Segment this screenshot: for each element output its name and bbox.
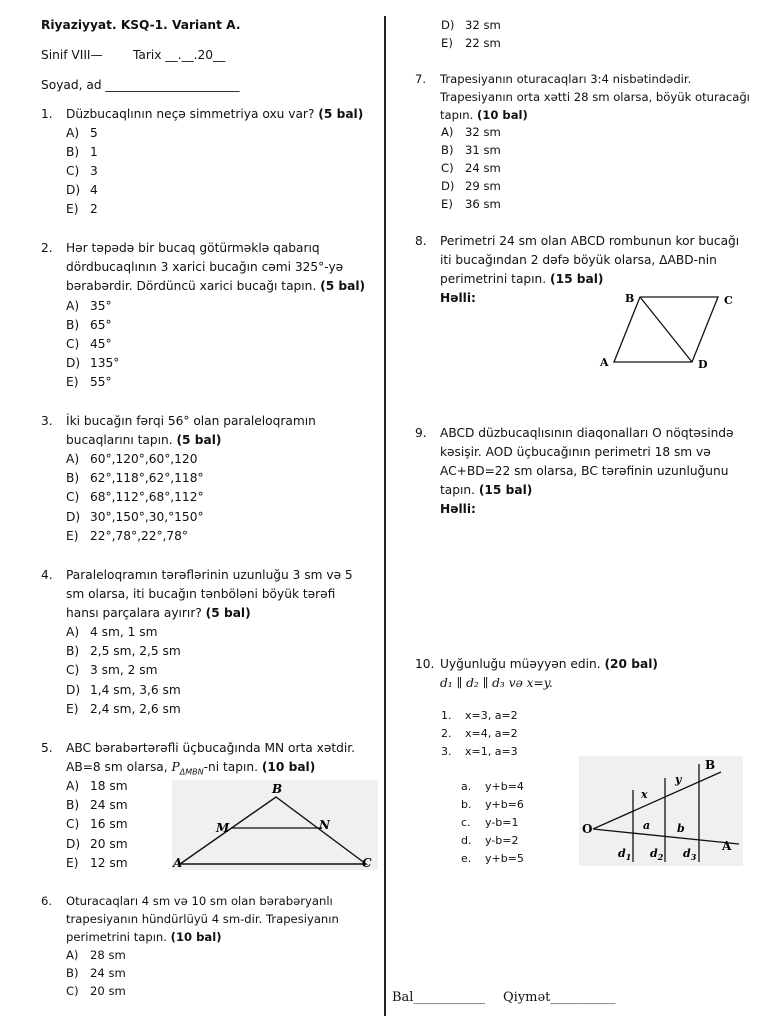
option-a[interactable]: A) 5 [66,126,98,140]
question-number: 7. [415,72,427,86]
option-a[interactable]: A) 32 sm [441,125,501,139]
question-points: (5 bal) [176,433,222,447]
worksheet-title: Riyaziyyat. KSQ-1. Variant A. [41,18,241,32]
option-d[interactable]: D) 20 sm [66,837,128,851]
point-label-b: B [705,758,716,772]
option-a[interactable]: A) 35° [66,299,112,313]
option-c[interactable]: C) 68°,112°,68°,112° [66,490,204,504]
solution-label: Həlli: [440,502,476,516]
question-7 [415,70,760,124]
triangle-figure [172,780,378,870]
question-text-line: sm olarsa, iti bucağın tənböləni böyük tərəfi [66,587,336,601]
option-d[interactable]: D) 1,4 sm, 3,6 sm [66,683,181,697]
question-text-line: Paraleloqramın tərəflərinin uzunluğu 3 sm və 5 [66,568,353,582]
option-d[interactable]: D) 32 sm [441,18,501,32]
question-text-line: AC+BD=22 sm olarsa, BC tərəfinin uzunluğunu [440,464,729,478]
question-text-line: bucaqlarını tapın. [66,433,173,447]
vertex-label-a: A [173,856,183,870]
match-answer-c[interactable]: c. y-b=1 [461,816,519,829]
question-points: (10 bal) [476,108,528,122]
question-points: (10 bal) [170,930,222,944]
question-9 [415,424,760,519]
question-text-line: perimetrini tapın. [440,272,547,286]
segment-label-x: x [641,788,648,801]
option-a[interactable]: A) 18 sm [66,779,128,793]
question-number: 4. [41,568,53,582]
option-e[interactable]: E) 22 sm [441,36,501,50]
segment-label-b: b [677,822,685,835]
perimeter-symbol: P [171,760,180,774]
question-text-line: hansı parçalara ayırır? [66,606,202,620]
option-d[interactable]: D) 135° [66,356,120,370]
option-d[interactable]: D) 29 sm [441,179,501,193]
match-answer-b[interactable]: b. y+b=6 [461,798,524,811]
option-b[interactable]: B) 65° [66,318,112,332]
option-e[interactable]: E) 2,4 sm, 2,6 sm [66,702,181,716]
option-c[interactable]: C) 24 sm [441,161,501,175]
point-label-a: A [722,839,732,853]
question-points: (5 bal) [320,279,366,293]
grade-field[interactable]: Qiymət__________ [503,990,616,1005]
score-field[interactable]: Bal___________ [392,990,485,1005]
match-item-1: 1. x=3, a=2 [441,709,518,722]
question-points: (15 bal) [550,272,604,286]
question-text-line: ABCD düzbucaqlısının diaqonalları O nöqtəsində [440,426,734,440]
question-points: (5 bal) [205,606,251,620]
question-text-line: perimetrini tapın. [66,930,167,944]
option-c[interactable]: C) 45° [66,337,112,351]
question-number: 8. [415,234,427,248]
point-label-o: O [582,822,593,836]
option-c[interactable]: C) 3 [66,164,98,178]
line-label-d2: $d_2$ [650,847,664,862]
option-e[interactable]: E) 2 [66,202,98,216]
option-b[interactable]: B) 24 sm [66,966,126,980]
vertex-label-a: A [600,356,609,369]
vertex-label-b: B [625,292,635,305]
vertex-label-b: B [272,782,283,796]
vertex-label-c: C [724,294,733,307]
question-text-line: Uyğunluğu müəyyən edin. [440,657,601,671]
question-number: 10. [415,657,435,671]
option-e[interactable]: E) 36 sm [441,197,501,211]
question-text-line: Oturacaqları 4 sm və 10 sm olan bərabəryanlı [66,894,333,908]
option-b[interactable]: B) 31 sm [441,143,501,157]
option-e[interactable]: E) 55° [66,375,112,389]
question-text-line: trapesiyanın hündürlüyü 4 sm-dir. Trapesiyanın [66,912,339,926]
option-a[interactable]: A) 28 sm [66,948,126,962]
question-points: (10 bal) [261,760,316,774]
question-number: 5. [41,741,53,755]
question-4 [41,566,376,623]
match-item-3: 3. x=1, a=3 [441,745,518,758]
question-3 [41,412,376,450]
option-d[interactable]: D) 4 [66,183,98,197]
question-2 [41,239,376,296]
question-text-line: tapın. [440,108,474,122]
option-a[interactable]: A) 4 sm, 1 sm [66,625,158,639]
question-text-line: AB=8 sm olarsa, [66,760,172,774]
question-text-line: Perimetri 24 sm olan ABCD rombunun kor bucağı [440,234,740,248]
match-answer-a[interactable]: a. y+b=4 [461,780,524,793]
line-label-d3: $d_3$ [683,847,697,862]
parallel-condition: d₁ ∥ d₂ ∥ d₃ və x=y. [440,676,553,690]
question-text-line: Trapesiyanın orta xətti 28 sm olarsa, böyük oturacağı [440,90,750,104]
solution-label: Həlli: [440,291,476,305]
question-6 [41,892,381,946]
question-text-line: kəsişir. AOD üçbucağının perimetri 18 sm və [440,445,711,459]
question-text-line: dördbucaqlının 3 xarici bucağın cəmi 325°-yə [66,260,344,274]
question-points: (15 bal) [478,483,533,497]
option-d[interactable]: D) 30°,150°,30,°150° [66,510,204,524]
question-number: 1. [41,107,53,121]
point-label-m: M [216,821,230,835]
question-1 [41,105,371,124]
parallel-lines-figure [579,756,743,866]
point-label-n: N [319,818,330,832]
vertex-label-c: C [362,856,372,870]
segment-label-y: y [675,773,682,786]
option-c[interactable]: C) 20 sm [66,984,126,998]
question-text-line: iti bucağından 2 dəfə böyük olarsa, ΔABD-nin [440,253,717,267]
rhombus-figure [598,290,748,372]
segment-label-a: a [643,819,651,832]
option-e[interactable]: E) 22°,78°,22°,78° [66,529,189,543]
question-points: (5 bal) [318,107,364,121]
question-points: (20 bal) [604,657,658,671]
question-text-line: bərabərdir. Dördüncü xarici bucağı tapın. [66,279,317,293]
question-number: 2. [41,241,53,255]
triangle-subscript: ΔMBN [179,767,204,777]
question-number: 6. [41,894,53,908]
question-10 [415,655,760,693]
question-number: 3. [41,414,53,428]
match-answer-d[interactable]: d. y-b=2 [461,834,519,847]
option-c[interactable]: C) 16 sm [66,817,128,831]
option-b[interactable]: B) 1 [66,145,98,159]
vertex-label-d: D [698,358,708,371]
question-text-line: -ni tapın. [203,760,258,774]
option-b[interactable]: B) 62°,118°,62°,118° [66,471,204,485]
question-text-line: tapın. [440,483,475,497]
class-line: Sinif VIII— [41,48,103,62]
match-answer-e[interactable]: e. y+b=5 [461,852,524,865]
option-b[interactable]: B) 24 sm [66,798,128,812]
name-field[interactable]: Soyad, ad ______________________ [41,78,240,92]
match-item-2: 2. x=4, a=2 [441,727,518,740]
question-text-line: Hər təpədə bir bucaq götürməklə qabarıq [66,241,320,255]
option-c[interactable]: C) 3 sm, 2 sm [66,663,158,677]
column-divider [384,16,386,1016]
option-a[interactable]: A) 60°,120°,60°,120 [66,452,198,466]
question-5 [41,739,381,781]
option-b[interactable]: B) 2,5 sm, 2,5 sm [66,644,181,658]
line-label-d1: $d_1$ [618,847,632,862]
question-text-line: Trapesiyanın oturacaqları 3:4 nisbətindədir. [440,72,692,86]
option-e[interactable]: E) 12 sm [66,856,128,870]
question-text-line: İki bucağın fərqi 56° olan paraleloqramın [66,414,316,428]
date-field[interactable]: Tarix __.__.20__ [133,48,226,62]
question-text: Düzbucaqlının neçə simmetriya oxu var? [66,107,315,121]
question-text-line: ABC bərabərtərəfli üçbucağında MN orta xətdir. [66,741,355,755]
question-number: 9. [415,426,427,440]
